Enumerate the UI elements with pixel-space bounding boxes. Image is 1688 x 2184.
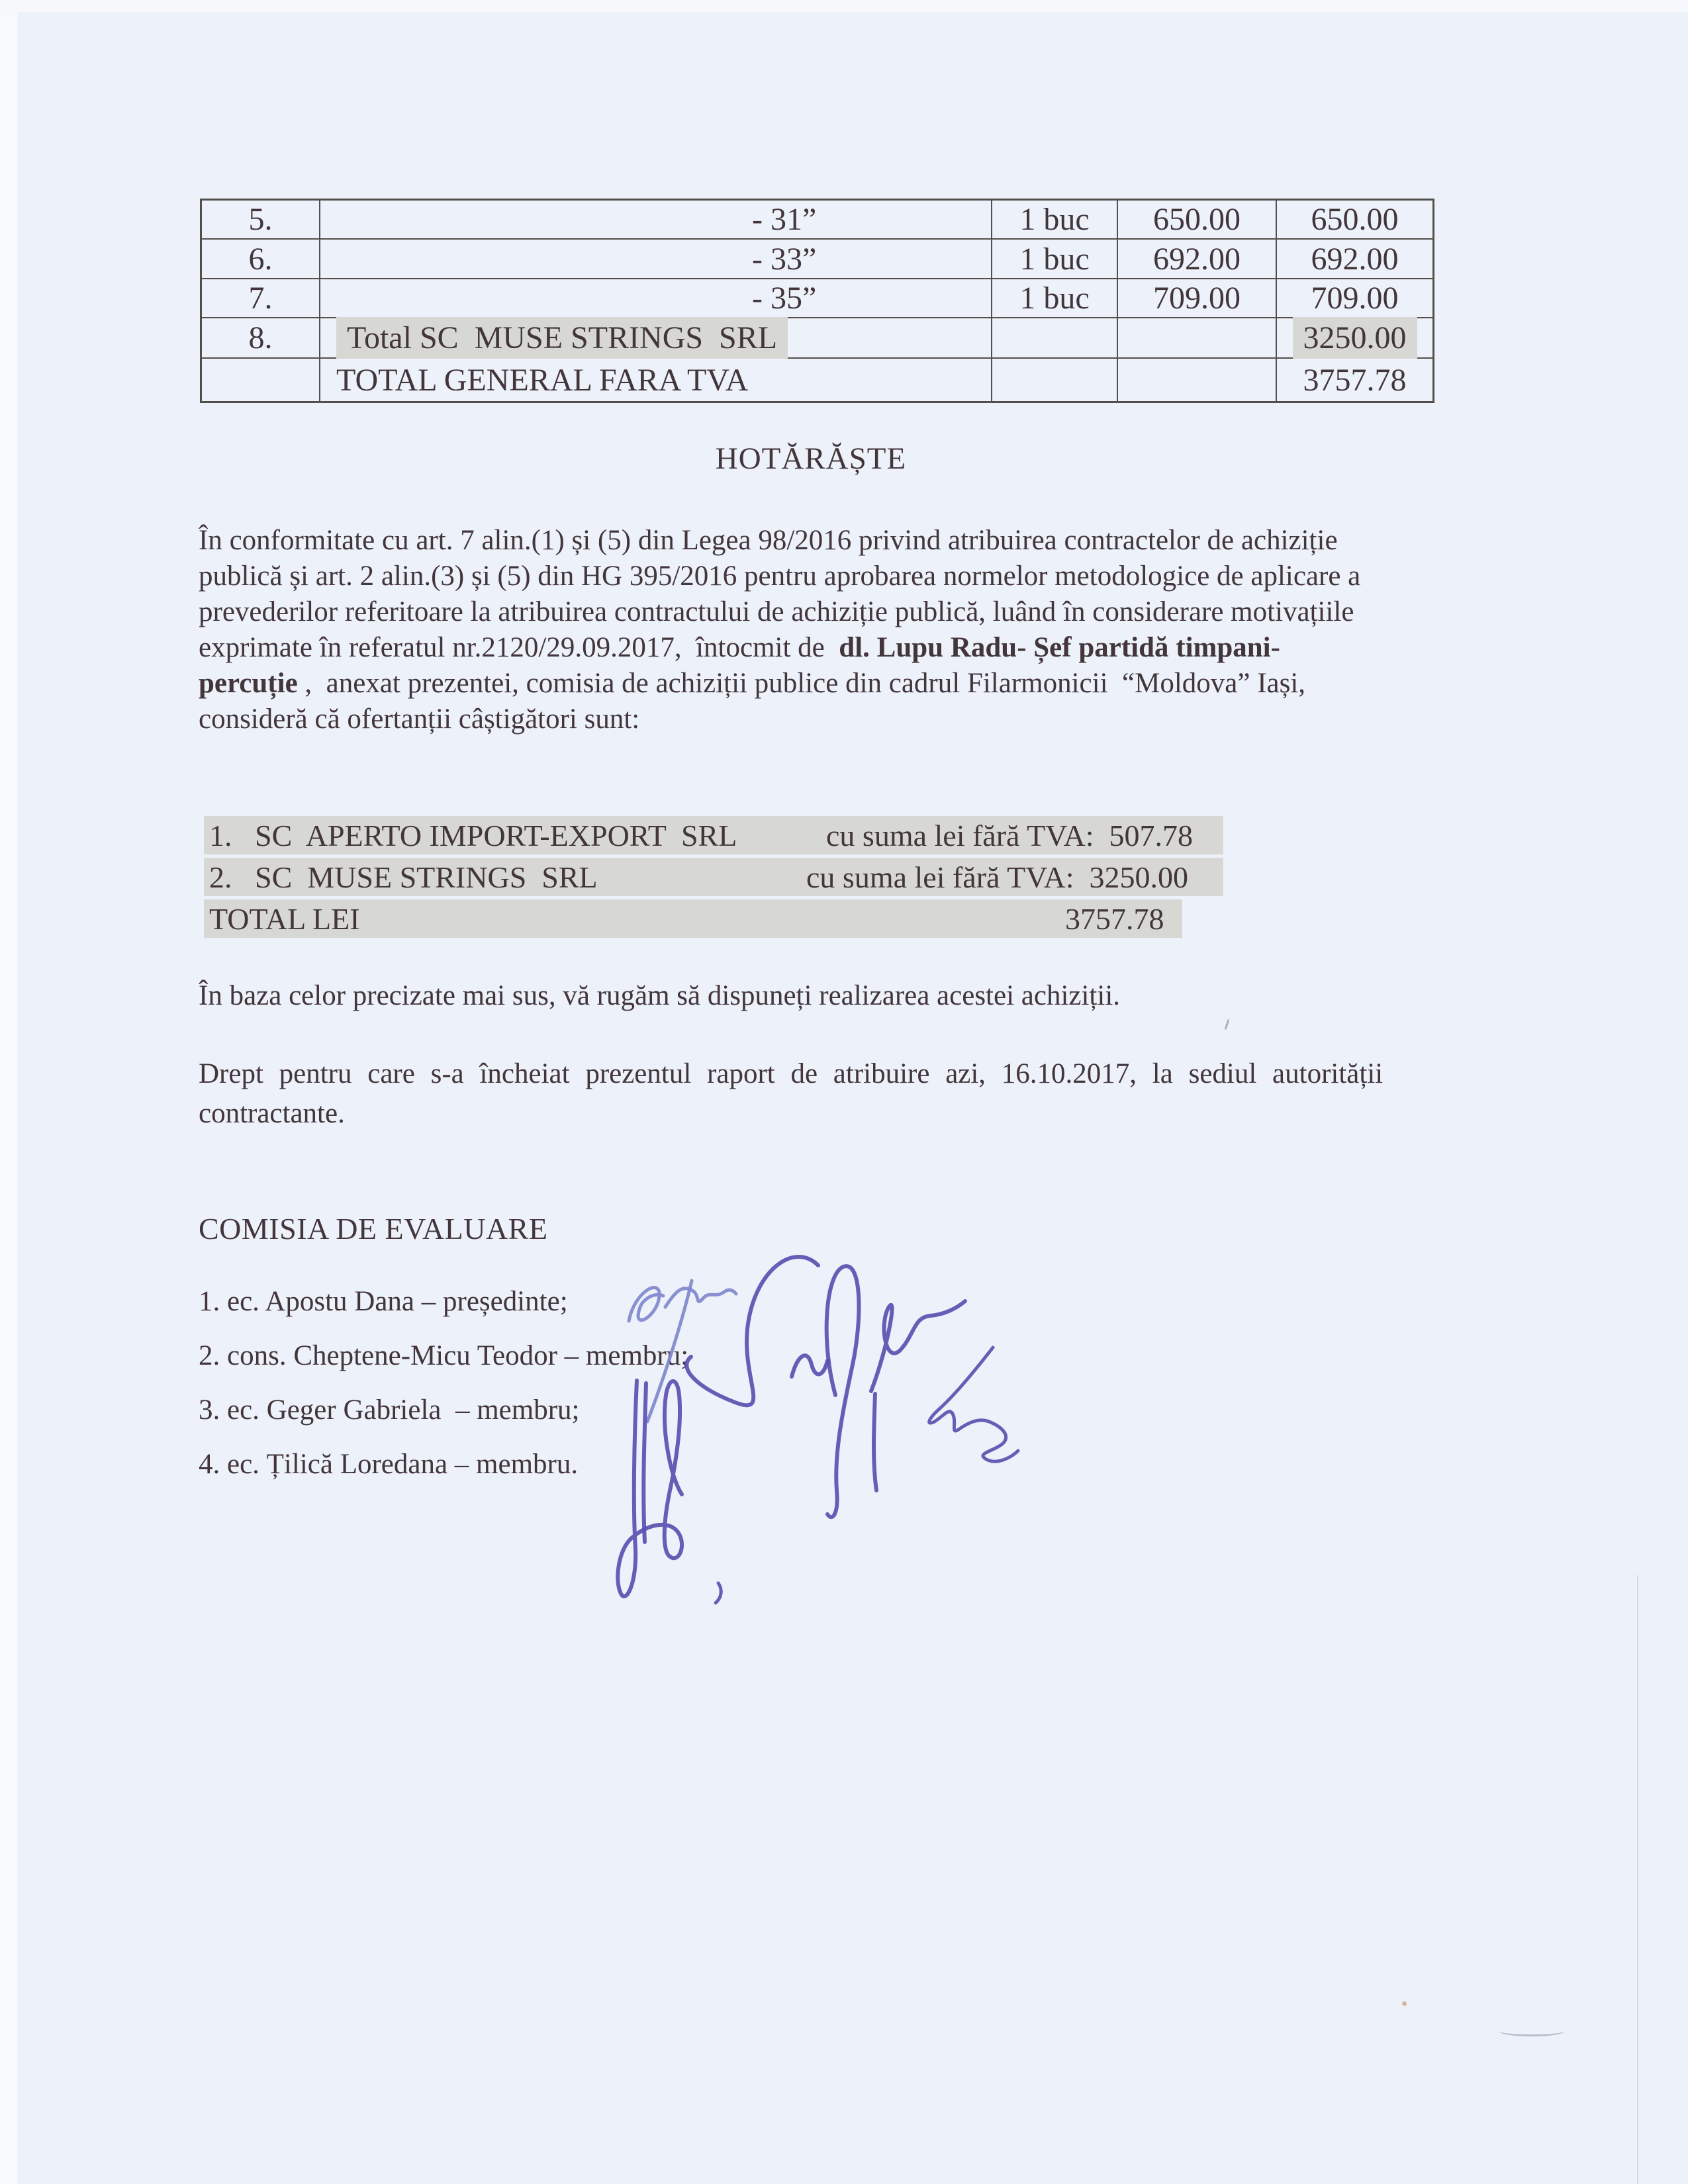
winners-list — [199, 816, 1231, 941]
cell-row8-total — [1277, 318, 1432, 359]
scan-edge-top — [0, 0, 1688, 12]
committee-member-cheptene-micu: 2. cons. Cheptene-Micu Teodor – membru; — [199, 1340, 689, 1371]
offer-items-table — [200, 199, 1434, 403]
cell-row7-total: 709.00 — [1277, 279, 1432, 318]
committee-member-geger-gabriela: 3. ec. Geger Gabriela – membru; — [199, 1394, 580, 1426]
referent-name-bold: dl. Lupu Radu- Șef partidă timpani- — [839, 632, 1280, 663]
legal-paragraph-line: publică și art. 2 alin.(3) și (5) din HG 395/2016 pentru aprobarea normelor metodologice de aplicare a — [199, 561, 1361, 592]
legal-paragraph-line: exprimate în referatul nr.2120/29.09.2017, întocmit de dl. Lupu Radu- Șef partidă timpani- — [199, 632, 1280, 663]
committee-title: COMISIA DE EVALUARE — [199, 1212, 548, 1246]
closing-paragraph-line2: contractante. — [199, 1098, 345, 1129]
cell-row8-unit-price — [1118, 318, 1277, 359]
cell-row9-desc: TOTAL GENERAL FARA TVA — [320, 359, 992, 401]
winner-row-aperto — [204, 816, 1223, 854]
legal-paragraph-line: percuție , anexat prezentei, comisia de achiziții publice din cadrul Filarmonicii “Moldova” Iași, — [199, 668, 1306, 699]
referent-role-bold: percuție — [199, 668, 298, 699]
cell-row8-qty — [992, 318, 1118, 359]
signature-geger-gabriela — [929, 1347, 1018, 1461]
cell-row6-desc: - 33” — [320, 240, 992, 279]
cell-row7-desc: - 35” — [320, 279, 992, 318]
cell-row9-no — [202, 359, 320, 401]
cell-row6-total: 692.00 — [1277, 240, 1432, 279]
cell-row9-unit-price — [1118, 359, 1277, 401]
winner-name: 1. SC APERTO IMPORT-EXPORT SRL — [209, 818, 737, 852]
scan-dot — [1402, 2001, 1407, 2006]
cell-row6-no: 6. — [202, 240, 320, 279]
scan-edge-left — [0, 0, 17, 2184]
closing-paragraph-line1: Drept pentru care s-a încheiat prezentul raport de atribuire azi, 16.10.2017, la sediul autorității — [199, 1058, 1383, 1089]
committee-member-apostu-dana: 1. ec. Apostu Dana – președinte; — [199, 1286, 568, 1317]
signature-tilica-loredana — [618, 1381, 721, 1603]
cell-row7-unit-price: 709.00 — [1118, 279, 1277, 318]
winner-amount: cu suma lei fără TVA: 3250.00 — [806, 860, 1189, 894]
total-lei-label: TOTAL LEI — [209, 901, 360, 936]
cell-row5-total: 650.00 — [1277, 201, 1432, 240]
ink-speck — [1225, 1019, 1230, 1030]
winner-amount: cu suma lei fără TVA: 507.78 — [826, 818, 1194, 852]
winner-row-muse-strings — [204, 858, 1223, 896]
cell-row5-unit-price: 650.00 — [1118, 201, 1277, 240]
pencil-mark — [1499, 2026, 1564, 2036]
legal-paragraph — [199, 523, 1443, 737]
cell-row9-qty — [992, 359, 1118, 401]
cell-row8-desc — [320, 318, 992, 359]
cell-row6-qty: 1 buc — [992, 240, 1118, 279]
signature-cheptene-micu — [686, 1257, 965, 1517]
total-lei-value: 3757.78 — [1065, 901, 1164, 936]
committee-member-tilica-loredana: 4. ec. Țilică Loredana – membru. — [199, 1449, 579, 1480]
cell-row6-unit-price: 692.00 — [1118, 240, 1277, 279]
winners-total-row — [204, 899, 1182, 938]
request-paragraph: În baza celor precizate mai sus, vă rugăm să dispuneți realizarea acestei achiziții. — [199, 980, 1121, 1011]
cell-row7-no: 7. — [202, 279, 320, 318]
decision-heading: HOTĂRĂȘTE — [715, 441, 907, 476]
cell-row8-no: 8. — [202, 318, 320, 359]
legal-paragraph-line: consideră că ofertanții câștigători sunt: — [199, 704, 640, 735]
cell-row5-desc: - 31” — [320, 201, 992, 240]
cell-row9-total: 3757.78 — [1303, 362, 1407, 398]
legal-paragraph-line: prevederilor referitoare la atribuirea contractului de achiziție publică, luând în considerare motivațiile — [199, 596, 1354, 627]
legal-paragraph-line: În conformitate cu art. 7 alin.(1) și (5) din Legea 98/2016 privind atribuirea contractelor de achiziție — [199, 525, 1338, 556]
cell-row5-no: 5. — [202, 201, 320, 240]
cell-row7-qty: 1 buc — [992, 279, 1118, 318]
highlighted-total-muse-value: 3250.00 — [1293, 317, 1417, 359]
cell-row5-qty: 1 buc — [992, 201, 1118, 240]
signatures-overlay — [543, 1218, 1059, 1655]
winner-name: 2. SC MUSE STRINGS SRL — [209, 860, 598, 894]
scan-streak — [1637, 1575, 1638, 2184]
highlighted-total-muse-label: Total SC MUSE STRINGS SRL — [336, 317, 788, 359]
